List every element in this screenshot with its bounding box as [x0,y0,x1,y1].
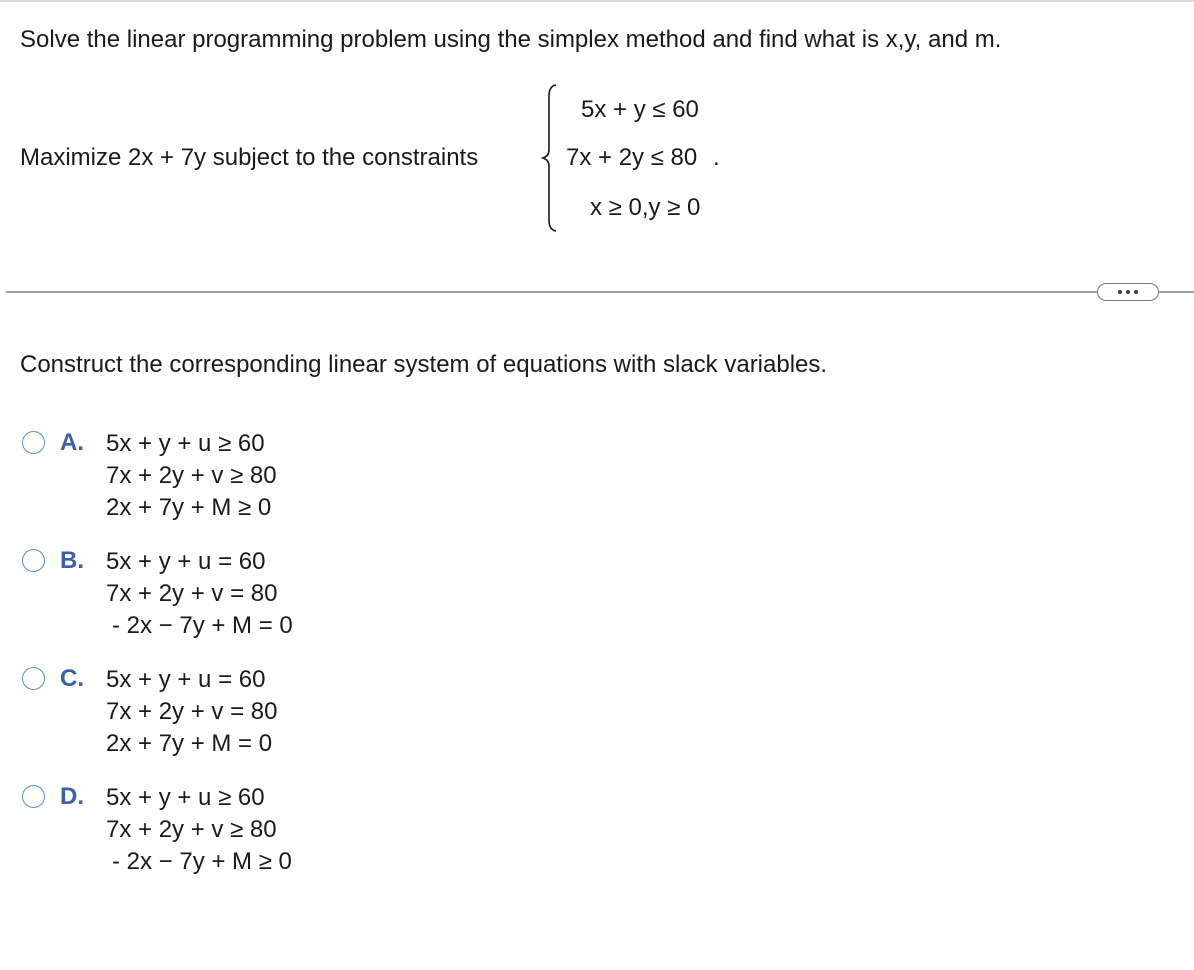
objective-text: Maximize 2x + 7y subject to the constraints [20,144,479,171]
question-title: Solve the linear programming problem using the simplex method and find what is x,y, and m. [20,26,1002,53]
option-letter: C. [60,665,84,692]
top-border [0,0,1194,2]
constraint-3: x ≥ 0,y ≥ 0 [590,194,701,221]
ellipsis-icon [1134,290,1138,294]
equation: - 2x − 7y + M ≥ 0 [112,848,292,875]
radio-button-b[interactable] [22,549,45,572]
radio-button-a[interactable] [22,431,45,454]
left-brace [538,82,560,234]
equation: 7x + 2y + v = 80 [106,698,278,725]
equation: - 2x − 7y + M = 0 [112,612,293,639]
section-divider [6,291,1194,293]
equation: 7x + 2y + v = 80 [106,580,278,607]
ellipsis-icon [1126,290,1130,294]
more-options-button[interactable] [1097,283,1159,301]
option-letter: D. [60,783,84,810]
equation: 5x + y + u = 60 [106,548,266,575]
radio-button-c[interactable] [22,667,45,690]
option-letter: A. [60,429,84,456]
sub-question-prompt: Construct the corresponding linear system of equations with slack variables. [20,351,828,378]
equation: 2x + 7y + M = 0 [106,730,273,757]
ellipsis-icon [1118,290,1122,294]
constraint-period: . [713,144,720,171]
option-letter: B. [60,547,84,574]
constraint-1: 5x + y ≤ 60 [581,96,699,123]
equation: 2x + 7y + M ≥ 0 [106,494,272,521]
equation: 5x + y + u = 60 [106,666,266,693]
equation: 7x + 2y + v ≥ 80 [106,816,277,843]
equation: 7x + 2y + v ≥ 80 [106,462,277,489]
radio-button-d[interactable] [22,785,45,808]
equation: 5x + y + u ≥ 60 [106,430,265,457]
equation: 5x + y + u ≥ 60 [106,784,265,811]
constraint-2: 7x + 2y ≤ 80 [566,144,698,171]
